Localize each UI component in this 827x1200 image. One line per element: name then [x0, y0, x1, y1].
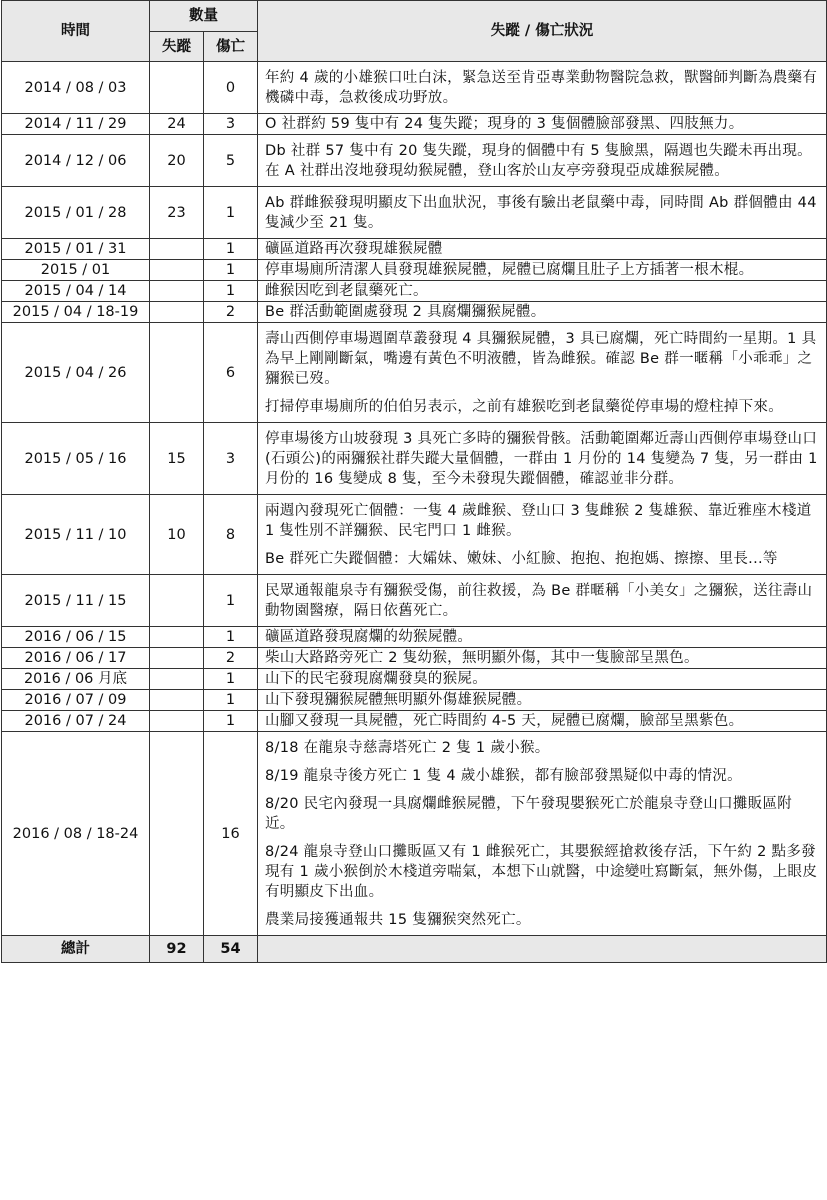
status-paragraph: 8/24 龍泉寺登山口攤販區又有 1 雌猴死亡，其嬰猴經搶救後存活，下午約 2 點多發現有 1 歲小猴倒於木棧道旁喘氣，本想下山就醫，中途變吐寫斷氣，無外傷，上眼皮有明顯皮下出血。 [265, 844, 818, 900]
status-paragraph: 雌猴因吃到老鼠藥死亡。 [265, 283, 428, 299]
date-cell: 2014 / 08 / 03 [2, 62, 150, 114]
header-missing: 失蹤 [150, 32, 204, 62]
status-paragraph: 農業局接獲通報共 15 隻獼猴突然死亡。 [265, 912, 531, 928]
status-paragraph: 礦區道路發現腐爛的幼猴屍體。 [265, 629, 473, 645]
date-cell: 2016 / 06 月底 [2, 669, 150, 690]
date-cell: 2015 / 04 / 14 [2, 281, 150, 302]
date-cell: 2015 / 05 / 16 [2, 423, 150, 495]
deaths-cell: 8 [204, 495, 258, 575]
status-cell [258, 260, 827, 281]
table-row [2, 114, 827, 135]
status-paragraph: 年約 4 歲的小雄猴口吐白沫，緊急送至肯亞專業動物醫院急救，獸醫師判斷為農藥有機磷中毒，急救後成功野放。 [265, 70, 818, 106]
deaths-cell: 1 [204, 690, 258, 711]
status-cell [258, 62, 827, 114]
total-status-cell [258, 936, 827, 963]
date-cell: 2015 / 11 / 10 [2, 495, 150, 575]
deaths-cell: 3 [204, 114, 258, 135]
table-row [2, 732, 827, 936]
table-row [2, 669, 827, 690]
status-paragraph: 山下發現獼猴屍體無明顯外傷雄猴屍體。 [265, 692, 532, 708]
deaths-cell: 16 [204, 732, 258, 936]
status-paragraph: 柴山大路路旁死亡 2 隻幼猴，無明顯外傷，其中一隻臉部呈黑色。 [265, 650, 699, 666]
status-cell [258, 495, 827, 575]
missing-cell [150, 627, 204, 648]
header-deaths: 傷亡 [204, 32, 258, 62]
missing-cell [150, 281, 204, 302]
table-row [2, 187, 827, 239]
deaths-cell: 1 [204, 187, 258, 239]
deaths-cell: 5 [204, 135, 258, 187]
status-paragraph: 8/18 在龍泉寺慈壽塔死亡 2 隻 1 歲小猴。 [265, 740, 550, 756]
status-paragraph: 打掃停車場廁所的伯伯另表示，之前有雄猴吃到老鼠藥從停車場的燈柱掉下來。 [265, 399, 783, 415]
missing-cell: 23 [150, 187, 204, 239]
deaths-cell: 3 [204, 423, 258, 495]
status-cell [258, 575, 827, 627]
date-cell: 2015 / 01 / 31 [2, 239, 150, 260]
date-cell: 2016 / 08 / 18-24 [2, 732, 150, 936]
missing-cell [150, 239, 204, 260]
missing-cell [150, 711, 204, 732]
deaths-cell: 0 [204, 62, 258, 114]
table-row [2, 495, 827, 575]
status-cell [258, 669, 827, 690]
missing-cell: 15 [150, 423, 204, 495]
status-paragraph: 山下的民宅發現腐爛發臭的猴屍。 [265, 671, 487, 687]
deaths-cell: 1 [204, 260, 258, 281]
date-cell: 2015 / 04 / 26 [2, 323, 150, 423]
date-cell: 2014 / 12 / 06 [2, 135, 150, 187]
deaths-cell: 1 [204, 239, 258, 260]
status-cell [258, 302, 827, 323]
table-row [2, 690, 827, 711]
table-row [2, 135, 827, 187]
status-paragraph: 壽山西側停車場週圍草叢發現 4 具獼猴屍體，3 具已腐爛，死亡時間約一星期。1 具為早上剛剛斷氣，嘴邊有黃色不明液體，皆為雌猴。確認 Be 群一暱稱「小乖乖」之獼猴已歿。 [265, 331, 817, 387]
table-row [2, 627, 827, 648]
status-cell [258, 423, 827, 495]
missing-cell [150, 648, 204, 669]
header-quantity: 數量 [150, 1, 258, 32]
total-missing: 92 [150, 936, 204, 963]
table-row [2, 648, 827, 669]
status-paragraph: Be 群死亡失蹤個體：大孀妹、嫩妹、小紅臉、抱抱、抱抱媽、擦擦、里長...等 [265, 551, 778, 567]
total-row [2, 936, 827, 963]
table-row [2, 302, 827, 323]
missing-cell [150, 732, 204, 936]
table-row [2, 575, 827, 627]
status-cell [258, 648, 827, 669]
missing-cell [150, 323, 204, 423]
table-row [2, 281, 827, 302]
missing-cell: 10 [150, 495, 204, 575]
deaths-cell: 1 [204, 575, 258, 627]
status-paragraph: 8/19 龍泉寺後方死亡 1 隻 4 歲小雄猴，都有臉部發黑疑似中毒的情況。 [265, 768, 742, 784]
status-paragraph: 礦區道路再次發現雄猴屍體 [265, 241, 443, 257]
header-time: 時間 [2, 1, 150, 62]
date-cell: 2015 / 01 / 28 [2, 187, 150, 239]
deaths-cell: 2 [204, 648, 258, 669]
date-cell: 2015 / 04 / 18-19 [2, 302, 150, 323]
status-paragraph: Be 群活動範圍處發現 2 具腐爛獼猴屍體。 [265, 304, 546, 320]
missing-cell [150, 690, 204, 711]
deaths-cell: 1 [204, 669, 258, 690]
missing-cell [150, 62, 204, 114]
table-row [2, 239, 827, 260]
status-paragraph: 停車場後方山坡發現 3 具死亡多時的獼猴骨骸。活動範圍鄰近壽山西側停車場登山口(石頭公)的兩獼猴社群失蹤大量個體，一群由 1 月份的 14 隻變為 7 隻，另一群由 1 月份的 16 隻變成 8 隻，至今未發現失蹤個體，確認並非分群。 [265, 431, 818, 487]
status-paragraph: 兩週內發現死亡個體：一隻 4 歲雌猴、登山口 3 隻雌猴 2 隻雄猴、靠近雅座木棧道 1 隻性別不詳獼猴、民宅門口 1 雌猴。 [265, 503, 812, 539]
header-status: 失蹤 / 傷亡狀況 [258, 1, 827, 62]
status-cell [258, 114, 827, 135]
table-row [2, 323, 827, 423]
status-cell [258, 627, 827, 648]
status-cell [258, 187, 827, 239]
status-cell [258, 239, 827, 260]
total-deaths: 54 [204, 936, 258, 963]
missing-cell [150, 575, 204, 627]
date-cell: 2016 / 06 / 15 [2, 627, 150, 648]
status-paragraph: 民眾通報龍泉寺有獼猴受傷，前往救援，為 Be 群暱稱「小美女」之獼猴，送往壽山動物園醫療，隔日依舊死亡。 [265, 583, 813, 619]
status-cell [258, 323, 827, 423]
missing-cell [150, 302, 204, 323]
date-cell: 2016 / 07 / 09 [2, 690, 150, 711]
date-cell: 2014 / 11 / 29 [2, 114, 150, 135]
date-cell: 2016 / 06 / 17 [2, 648, 150, 669]
deaths-cell: 1 [204, 281, 258, 302]
total-label: 總計 [2, 936, 150, 963]
incident-table [1, 0, 827, 963]
status-paragraph: 停車場廁所清潔人員發現雄猴屍體，屍體已腐爛且肚子上方插著一根木棍。 [265, 262, 754, 278]
missing-cell: 20 [150, 135, 204, 187]
status-paragraph: 山腳又發現一具屍體，死亡時間約 4-5 天，屍體已腐爛，臉部呈黑紫色。 [265, 713, 744, 729]
status-paragraph: O 社群約 59 隻中有 24 隻失蹤；現身的 3 隻個體臉部發黑、四肢無力。 [265, 116, 744, 132]
table-row [2, 423, 827, 495]
table-row [2, 711, 827, 732]
table-row [2, 62, 827, 114]
date-cell: 2015 / 11 / 15 [2, 575, 150, 627]
status-cell [258, 135, 827, 187]
missing-cell [150, 669, 204, 690]
deaths-cell: 2 [204, 302, 258, 323]
deaths-cell: 1 [204, 711, 258, 732]
date-cell: 2016 / 07 / 24 [2, 711, 150, 732]
missing-cell [150, 260, 204, 281]
status-paragraph: Ab 群雌猴發現明顯皮下出血狀況，事後有驗出老鼠藥中毒，同時間 Ab 群個體由 44 隻減少至 21 隻。 [265, 195, 817, 231]
deaths-cell: 1 [204, 627, 258, 648]
table-row [2, 260, 827, 281]
status-cell [258, 690, 827, 711]
deaths-cell: 6 [204, 323, 258, 423]
status-cell [258, 732, 827, 936]
status-paragraph: 8/20 民宅內發現一具腐爛雌猴屍體，下午發現嬰猴死亡於龍泉寺登山口攤販區附近。 [265, 796, 793, 832]
status-cell [258, 281, 827, 302]
status-paragraph: Db 社群 57 隻中有 20 隻失蹤，現身的個體中有 5 隻臉黑，隔週也失蹤未再出現。在 A 社群出沒地發現幼猴屍體，登山客於山友亭旁發現亞成雄猴屍體。 [265, 143, 812, 179]
missing-cell: 24 [150, 114, 204, 135]
date-cell: 2015 / 01 [2, 260, 150, 281]
status-cell [258, 711, 827, 732]
